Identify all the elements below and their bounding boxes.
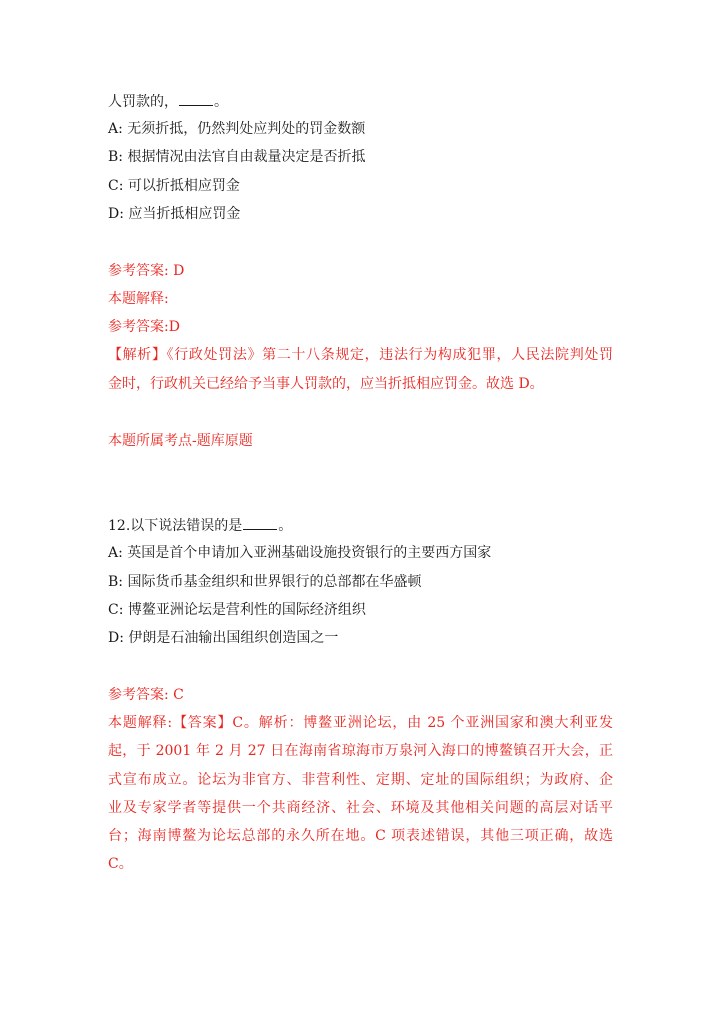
answer-blank [243, 515, 277, 530]
option-a: A: 无须折抵，仍然判处应判处的罚金数额 [108, 121, 366, 137]
option-d: D: 伊朗是石油输出国组织创造国之一 [108, 630, 339, 646]
stem-text: 。 [214, 94, 228, 110]
stem-text: 人罚款的， [108, 94, 178, 110]
question-12-stem [108, 515, 292, 535]
option-b: B: 国际货币基金组织和世界银行的总部都在华盛顿 [108, 574, 422, 590]
analysis-line-2: 起，于 2001 年 2 月 27 日在海南省琼海市万泉河入海口的博鳌镇召开大会，正 [108, 743, 613, 759]
analysis-line-5: 台；海南博鳌为论坛总部的永久所在地。C 项表述错误，其他三项正确，故选 [108, 828, 613, 844]
question-11-stem [108, 91, 228, 111]
option-c: C: 可以折抵相应罚金 [108, 178, 240, 194]
stem-text: 12.以下说法错误的是 [108, 518, 243, 534]
analysis-line-2: 金时，行政机关已经给予当事人罚款的，应当折抵相应罚金。故选 D。 [108, 376, 544, 392]
reference-answer-repeat: 参考答案:D [108, 319, 180, 335]
stem-text: 。 [278, 518, 293, 534]
analysis-line-1: 本题解释:【答案】C。解析：博鳌亚洲论坛，由 25 个亚洲国家和澳大利亚发 [108, 715, 613, 731]
analysis-line-4: 业及专家学者等提供一个共商经济、社会、环境及其他相关问题的高层对话平 [108, 800, 613, 816]
option-b: B: 根据情况由法官自由裁量决定是否折抵 [108, 149, 366, 165]
answer-blank [179, 91, 213, 106]
reference-answer: 参考答案: C [108, 687, 184, 703]
option-a: A: 英国是首个申请加入亚洲基础设施投资银行的主要西方国家 [108, 545, 492, 561]
question-source: 本题所属考点-题库原题 [108, 433, 253, 449]
reference-answer: 参考答案: D [108, 263, 185, 279]
analysis-line-6: C。 [108, 856, 133, 872]
option-c: C: 博鳌亚洲论坛是营利性的国际经济组织 [108, 602, 366, 618]
analysis-line-3: 式宣布成立。论坛为非官方、非营利性、定期、定址的国际组织；为政府、企 [108, 772, 613, 788]
explanation-label: 本题解释: [108, 291, 169, 307]
option-d: D: 应当折抵相应罚金 [108, 206, 241, 222]
analysis-line-1: 【解析】《行政处罚法》第二十八条规定，违法行为构成犯罪，人民法院判处罚 [108, 347, 613, 363]
